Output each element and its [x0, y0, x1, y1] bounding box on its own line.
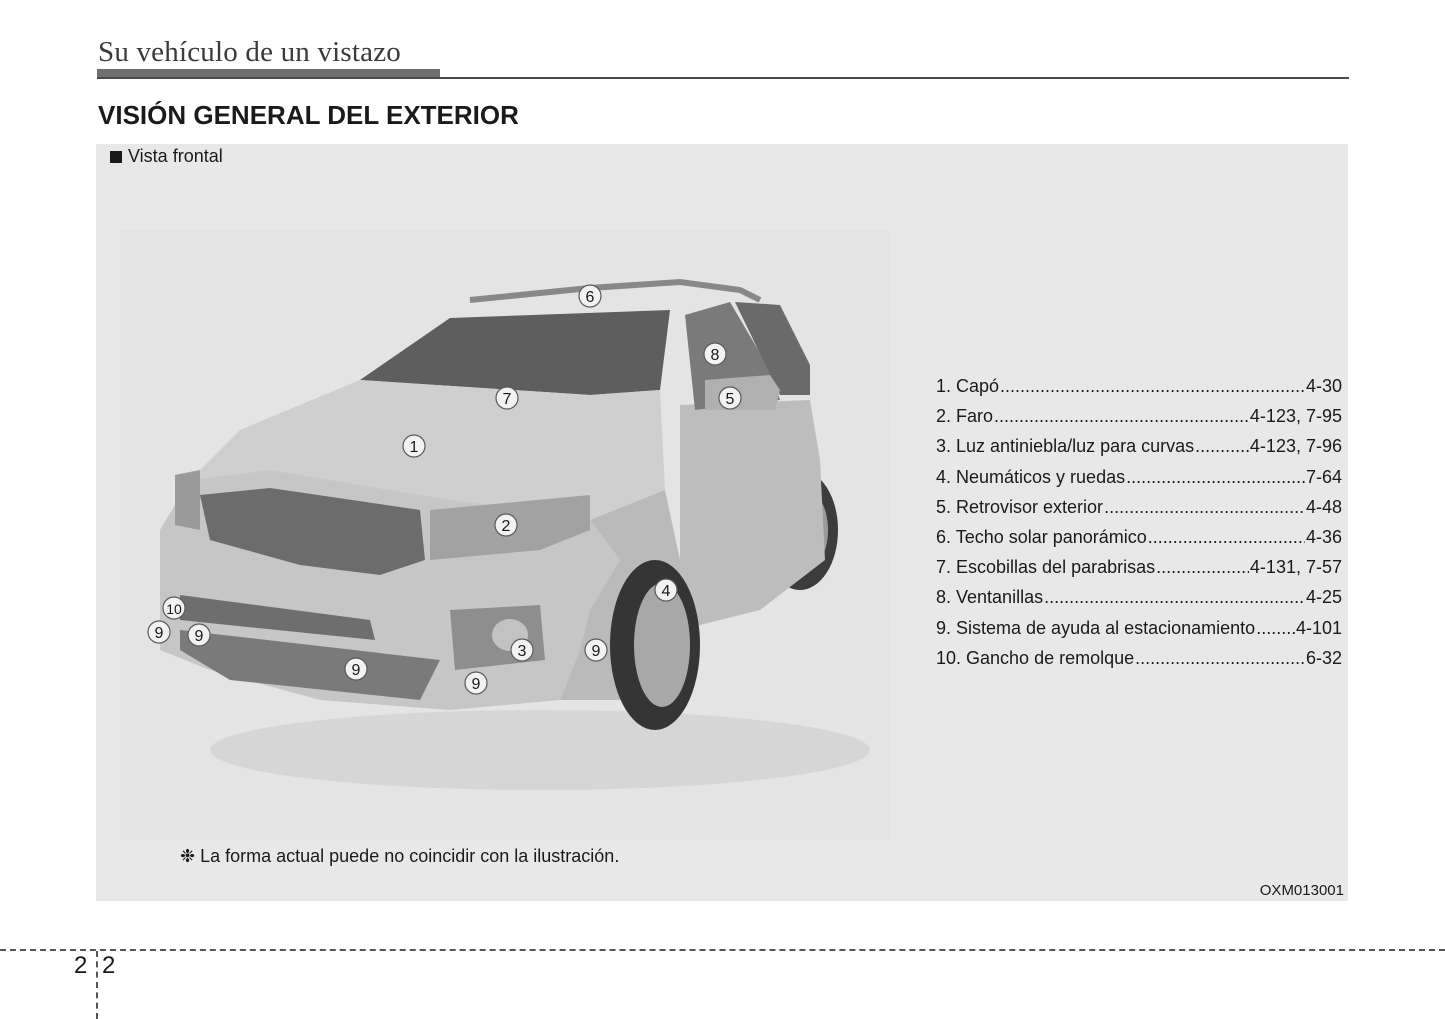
parts-list — [936, 376, 1342, 678]
callout-1 — [403, 435, 425, 457]
callout-9-b — [188, 624, 210, 646]
list-item: 9. Sistema de ayuda al estacionamiento ..... 4-101 — [936, 618, 1342, 648]
callout-10 — [163, 597, 185, 619]
svg-text:10: 10 — [166, 601, 182, 617]
page-heading: VISIÓN GENERAL DEL EXTERIOR — [98, 100, 519, 130]
side-mirror — [705, 375, 780, 410]
callout-3 — [511, 639, 533, 661]
footnote: ❉ La forma actual puede no coincidir con la ilustración. — [180, 846, 620, 866]
svg-text:9: 9 — [154, 625, 164, 642]
svg-text:2: 2 — [501, 518, 511, 535]
list-item: 3. Luz antiniebla/luz para curvas ..... 4-123, 7-96 — [936, 436, 1342, 466]
svg-text:7: 7 — [502, 391, 512, 408]
svg-text:9: 9 — [471, 676, 481, 693]
figure-panel — [96, 144, 1348, 901]
callout-7 — [496, 387, 518, 409]
list-item: 2. Faro ..... 4-123, 7-95 — [936, 406, 1342, 436]
header-rule-thin — [97, 77, 1349, 79]
ground-shadow — [210, 710, 870, 790]
svg-text:4: 4 — [661, 583, 671, 600]
headlight-left — [175, 470, 200, 530]
section-title: Su vehículo de un vistazo — [98, 36, 402, 68]
footer-dashed-divider — [96, 951, 98, 1019]
callout-6 — [579, 285, 601, 307]
svg-text:1: 1 — [409, 439, 419, 456]
callout-2 — [495, 514, 517, 536]
page-number: 2 — [102, 952, 116, 979]
list-item: 5. Retrovisor exterior ..... 4-48 — [936, 497, 1342, 527]
chapter-number: 2 — [74, 952, 88, 979]
body-side — [680, 400, 825, 630]
callout-5 — [719, 387, 741, 409]
list-item: 7. Escobillas del parabrisas ..... 4-131, 7-57 — [936, 557, 1342, 587]
view-label-text: Vista frontal — [128, 146, 223, 166]
list-item: 4. Neumáticos y ruedas ..... 7-64 — [936, 467, 1342, 497]
svg-text:5: 5 — [725, 391, 735, 408]
callout-9-c — [345, 658, 367, 680]
list-item: 1. Capó ..... 4-30 — [936, 376, 1342, 406]
list-item: 10. Gancho de remolque ..... 6-32 — [936, 648, 1342, 678]
svg-text:9: 9 — [591, 643, 601, 660]
windshield — [360, 310, 670, 395]
callout-9-e — [585, 639, 607, 661]
front-rim — [634, 583, 690, 707]
list-item: 8. Ventanillas ..... 4-25 — [936, 587, 1342, 617]
callout-9-a — [148, 621, 170, 643]
svg-text:3: 3 — [517, 643, 527, 660]
svg-text:8: 8 — [710, 347, 720, 364]
svg-text:9: 9 — [194, 628, 204, 645]
roof-rail — [470, 282, 760, 300]
callout-4 — [655, 579, 677, 601]
svg-text:6: 6 — [585, 289, 595, 306]
view-label — [110, 146, 223, 167]
callout-8 — [704, 343, 726, 365]
square-bullet-icon — [110, 151, 122, 163]
list-item: 6. Techo solar panorámico ..... 4-36 — [936, 527, 1342, 557]
car-illustration — [120, 230, 890, 840]
callout-9-d — [465, 672, 487, 694]
footer-dashed-rule — [0, 949, 1445, 951]
figure-code: OXM013001 — [1259, 882, 1344, 899]
svg-text:9: 9 — [351, 662, 361, 679]
suv-front-illustration — [120, 230, 890, 840]
